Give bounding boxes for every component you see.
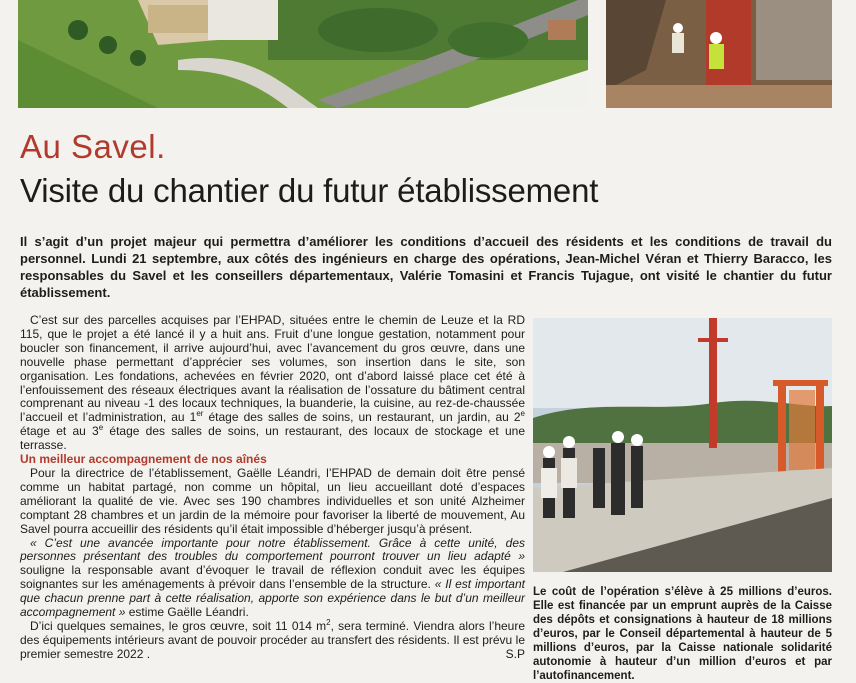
body-paragraph	[20, 314, 525, 453]
photo-caption: Le coût de l’opération s’élève à 25 millions d’euros. Elle est financée par un emprunt auprès de la Caisse des dépôts et consignations à hauteur de 18 millions d’euros, par le Conseil départemental à hauteur de 5 millions d’euros, par la Caisse nationale solidarité autonomie à hauteur d’un million d’euros et par l’autofinancement.	[533, 586, 832, 682]
body-paragraph	[20, 537, 525, 620]
body-paragraph: Pour la directrice de l’établissement, Gaëlle Léandri, l’EHPAD de demain doit être pensé comme un habitat partagé, non comme un hôpital, un lieu accueillant doté d’espaces améliorant la qualité de vie. Avec ses 190 chambres individuelles et son unité Alzheimer comptant 28 chambres et un jardin de la mémoire pour favoriser la liberté de mouvement, Au Savel pourra accueillir des résidents qu’il était impossible d’héberger jusqu’à présent.	[20, 465, 525, 536]
author-signature: S.P	[505, 646, 525, 661]
body-paragraph	[20, 617, 526, 662]
body-text: étage des salles de soins, un restaurant, des locaux de stockage et une terrasse.	[20, 424, 525, 453]
section-subhead: Un meilleur accompagnement de nos aînés	[20, 452, 267, 467]
body-text: D’ici quelques semaines, le gros œuvre, soit 11 014 m	[30, 618, 327, 633]
construction-workers-image	[606, 0, 832, 108]
article-headline: Visite du chantier du futur établissement	[20, 172, 599, 209]
body-text: étage et au 3	[20, 424, 99, 439]
superscript: er	[196, 409, 204, 419]
article-body	[20, 314, 525, 662]
site-visit-image	[533, 318, 832, 572]
construction-workers-photo	[606, 0, 832, 108]
body-text: , sera terminé. Viendra alors l’heure des équipements intérieurs avant de pouvoir procéder au transfert des résidents. Il est prévu le premier semestre 2022 .	[20, 618, 526, 661]
body-text: étage des salles de soins, un restaurant, un jardin, au 2	[203, 410, 521, 425]
body-text: estime Gaëlle Léandri.	[125, 605, 249, 620]
superscript: e	[98, 423, 104, 433]
article-lead: Il s’agit d’un projet majeur qui permettra d’améliorer les conditions d’accueil des résidents et les conditions de travail du personnel. Lundi 21 septembre, aux côtés des ingénieurs en charge des opérations, Jean-Michel Véran et Thierry Baracco, les responsables du Savel et les conseillers départementaux, Valérie Tomasini et Francis Tujague, ont visité le chantier du futur établissement.	[20, 234, 832, 300]
body-text: souligne la responsable avant d’évoquer le travail de réflexion conduit avec les équipes soignantes sur les aménagements à prévoir dans l’ensemble de la structure.	[20, 563, 525, 592]
body-text: C’est sur des parcelles acquises par l’EHPAD, situées entre le chemin de Leuze et la RD 115, que le projet a été lancé il y a huit ans. Fruit d’une longue gestation, notamment pour boucler son financement, il arrive aujourd’hui, avec l’avancement du gros œuvre, dans une nouvelle phase permettant d’apprécier ses volumes, son insertion dans le site, son organisation. Les fondations, achevées en février 2020, ont d’abord laissé place cet été à l’enfouissement des réseaux électriques avant la réalisation de l’ossature du bâtiment central comprenant au niveau -1 des locaux techniques, la buanderie, la cuisine, au rez-de-chaussée l’accueil et l’administration, au 1	[20, 313, 525, 425]
superscript: 2	[326, 617, 331, 627]
site-visit-photo	[533, 318, 832, 572]
superscript: e	[520, 409, 525, 419]
aerial-rendering-photo	[18, 0, 588, 108]
quote-text: « Il est important que chacun prenne part à cette réalisation, apporte son expérience dans le but d’un meilleur accompagnement »	[20, 577, 525, 620]
aerial-rendering-image	[18, 0, 588, 108]
quote-text: « C’est une avancée importante pour notre établissement. Grâce à cette unité, des personnes présentant des troubles du comportement pourront trouver un lieu adapté »	[20, 535, 525, 564]
article-kicker: Au Savel.	[20, 128, 166, 165]
